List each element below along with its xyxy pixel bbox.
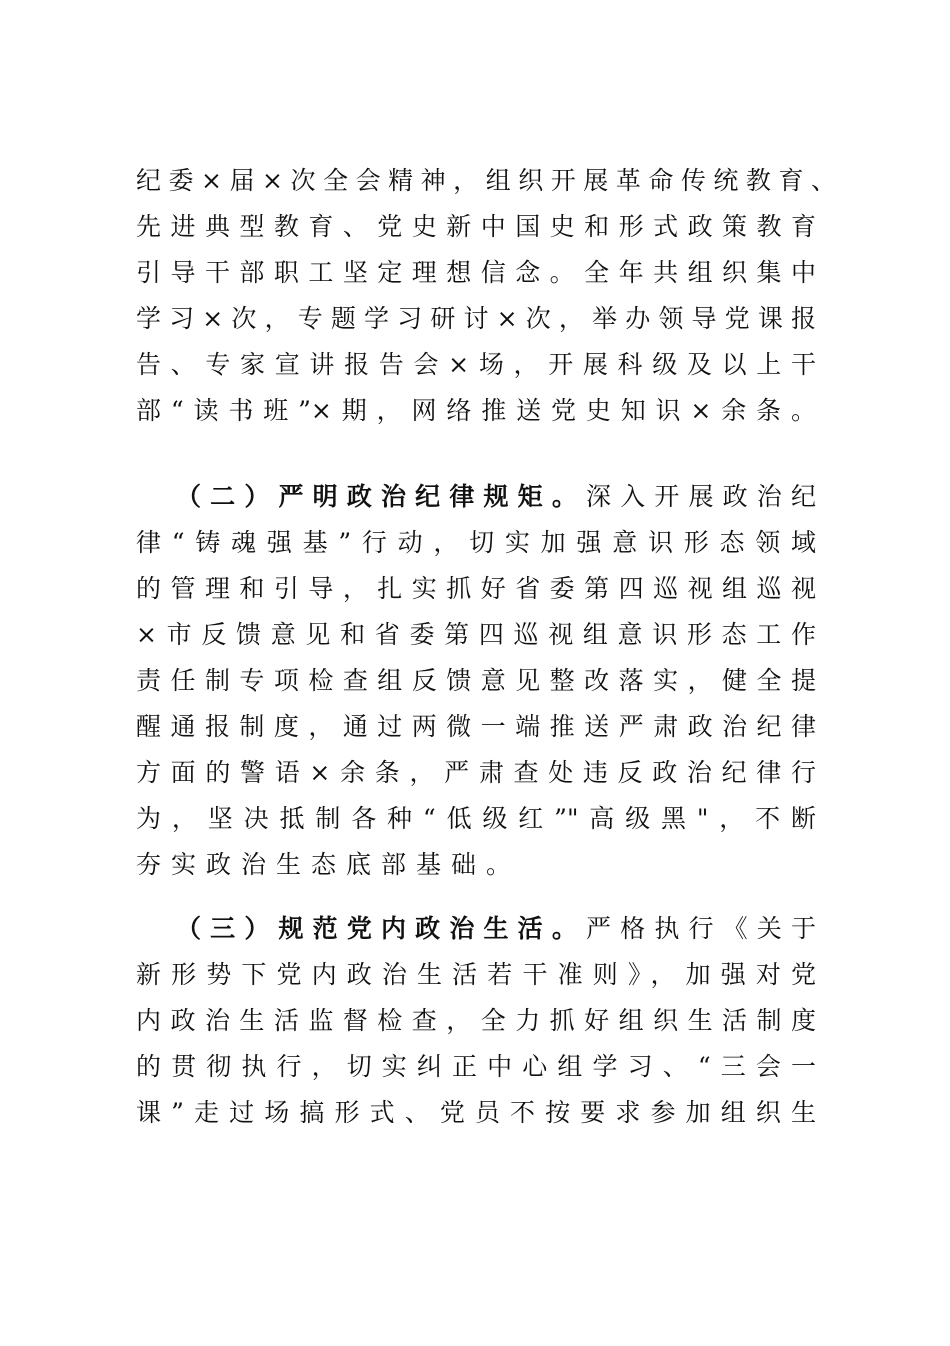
paragraph-2 xyxy=(136,474,856,888)
paragraph-line: 的管理和引导，扎实抓好省委第四巡视组巡视 xyxy=(136,574,816,603)
section-heading: （三）规范党内政治生活。 xyxy=(176,914,586,943)
paragraph-line: 部“读书班”×期，网络推送党史知识×余条。 xyxy=(136,396,816,425)
paragraph-line: 夯实政治生态底部基础。 xyxy=(136,850,522,879)
paragraph-line: 内政治生活监督检查，全力抓好组织生活制度 xyxy=(136,1006,816,1035)
paragraph-line: 责任制专项检查组反馈意见整改落实，健全提 xyxy=(136,666,816,695)
paragraph-line: 课”走过场搞形式、党员不按要求参加组织生 xyxy=(136,1098,816,1127)
paragraph-line: 新形势下党内政治生活若干准则》，加强对党 xyxy=(136,960,816,989)
paragraph-line: 学习×次，专题学习研讨×次，举办领导党课报 xyxy=(136,304,816,333)
paragraph-text: 严格执行《关于 xyxy=(585,914,816,943)
section-heading: （二）严明政治纪律规矩。 xyxy=(176,482,586,511)
paragraph-text: 深入开展政治纪 xyxy=(585,482,816,511)
paragraph-line: 告、专家宣讲报告会×场，开展科级及以上干 xyxy=(136,350,816,379)
paragraph-line: 纪委×届×次全会精神，组织开展革命传统教育、 xyxy=(136,166,836,195)
paragraph-1 xyxy=(136,158,856,434)
paragraph-line: 醒通报制度，通过两微一端推送严肃政治纪律 xyxy=(136,712,816,741)
paragraph-line: 引导干部职工坚定理想信念。全年共组织集中 xyxy=(136,258,816,287)
paragraph-first-line xyxy=(176,906,816,952)
paragraph-line: ×市反馈意见和省委第四巡视组意识形态工作 xyxy=(136,620,816,649)
paragraph-line: 律“铸魂强基”行动，切实加强意识形态领域 xyxy=(136,528,816,557)
paragraph-line: 先进典型教育、党史新中国史和形式政策教育 xyxy=(136,212,816,241)
paragraph-3 xyxy=(136,906,856,1136)
paragraph-line: 方面的警语×余条，严肃查处违反政治纪律行 xyxy=(136,758,816,787)
paragraph-line: 为，坚决抵制各种“低级红”"高级黑"，不断 xyxy=(136,804,816,833)
paragraph-line: 的贯彻执行，切实纠正中心组学习、“三会一 xyxy=(136,1052,816,1081)
paragraph-first-line xyxy=(176,474,816,520)
